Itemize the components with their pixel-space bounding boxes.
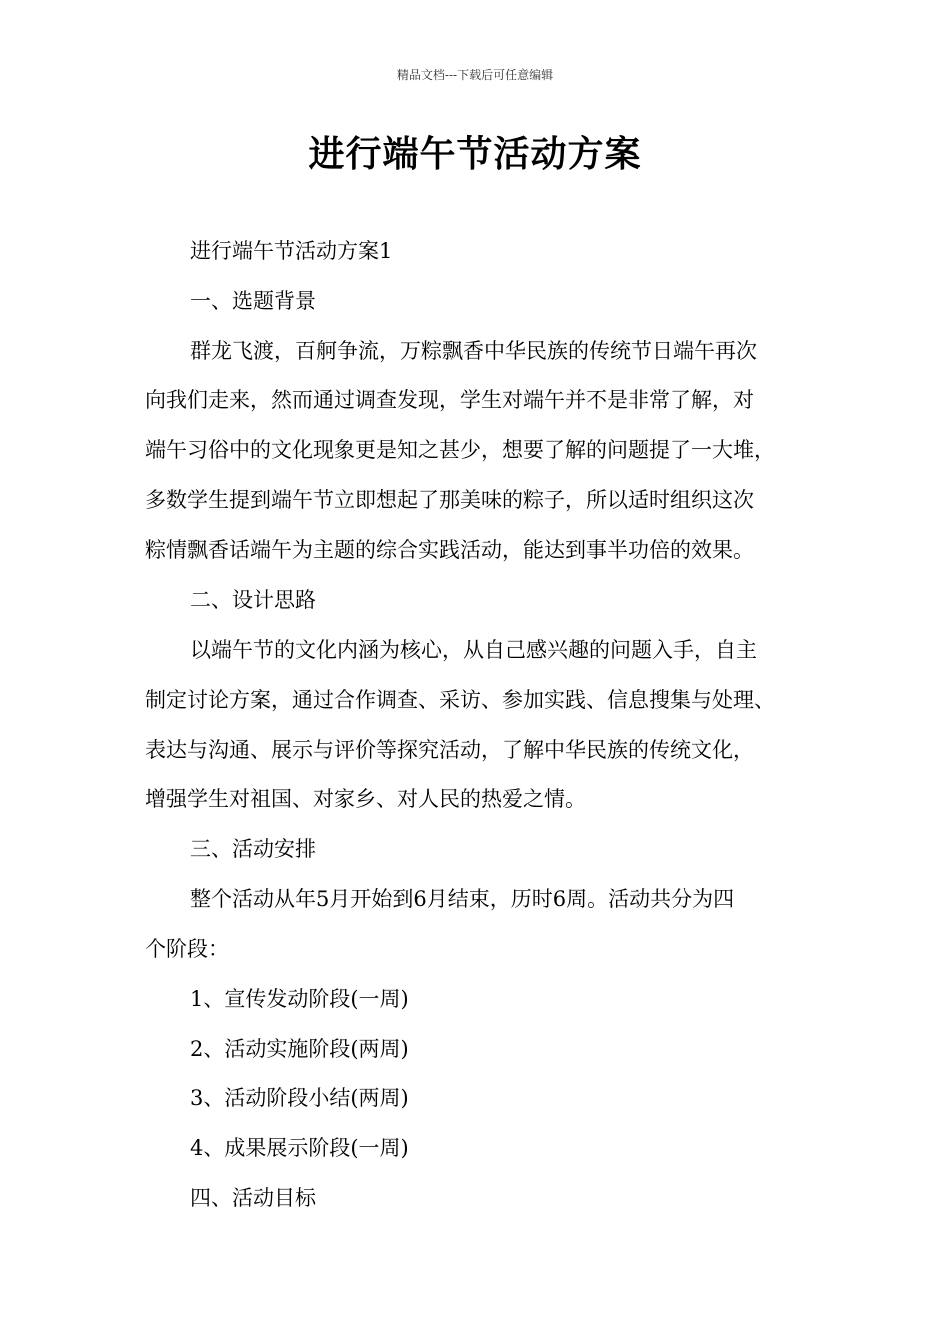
list-item: 4、成果展示阶段(一周) xyxy=(190,1136,409,1160)
page-header-note: 精品文档---下载后可任意编辑 xyxy=(396,68,554,82)
paragraph-line: 群龙飞渡，百舸争流，万粽飘香中华民族的传统节日端午再次 xyxy=(190,339,757,363)
paragraph-line: 多数学生提到端午节立即想起了那美味的粽子，所以适时组织这次 xyxy=(145,488,754,512)
paragraph-line: 个阶段： xyxy=(145,937,229,961)
paragraph-line: 端午习俗中的文化现象更是知之甚少，想要了解的问题提了一大堆， xyxy=(145,438,775,462)
paragraph-line: 增强学生对祖国、对家乡、对人民的热爱之情。 xyxy=(145,787,586,811)
document-title: 进行端午节活动方案 xyxy=(308,133,642,175)
list-item: 3、活动阶段小结(两周) xyxy=(190,1086,409,1110)
paragraph-line: 制定讨论方案，通过合作调查、采访、参加实践、信息搜集与处理、 xyxy=(145,688,775,712)
list-item: 2、活动实施阶段(两周) xyxy=(190,1037,409,1061)
paragraph-line: 粽情飘香话端午为主题的综合实践活动，能达到事半功倍的效果。 xyxy=(145,538,754,562)
section-heading-plan-1: 进行端午节活动方案1 xyxy=(190,239,393,263)
section-heading-design: 二、设计思路 xyxy=(190,588,316,612)
section-heading-arrangement: 三、活动安排 xyxy=(190,837,316,861)
paragraph-line: 向我们走来，然而通过调查发现，学生对端午并不是非常了解，对 xyxy=(145,388,754,412)
paragraph-line: 以端午节的文化内涵为核心，从自己感兴趣的问题入手，自主 xyxy=(190,638,757,662)
list-item: 1、宣传发动阶段(一周) xyxy=(190,987,409,1011)
paragraph-line: 整个活动从年5月开始到6月结束，历时6周。活动共分为四 xyxy=(190,887,735,911)
paragraph-line: 表达与沟通、展示与评价等探究活动，了解中华民族的传统文化， xyxy=(145,738,754,762)
section-heading-goals: 四、活动目标 xyxy=(190,1186,316,1210)
section-heading-background: 一、选题背景 xyxy=(190,289,316,313)
